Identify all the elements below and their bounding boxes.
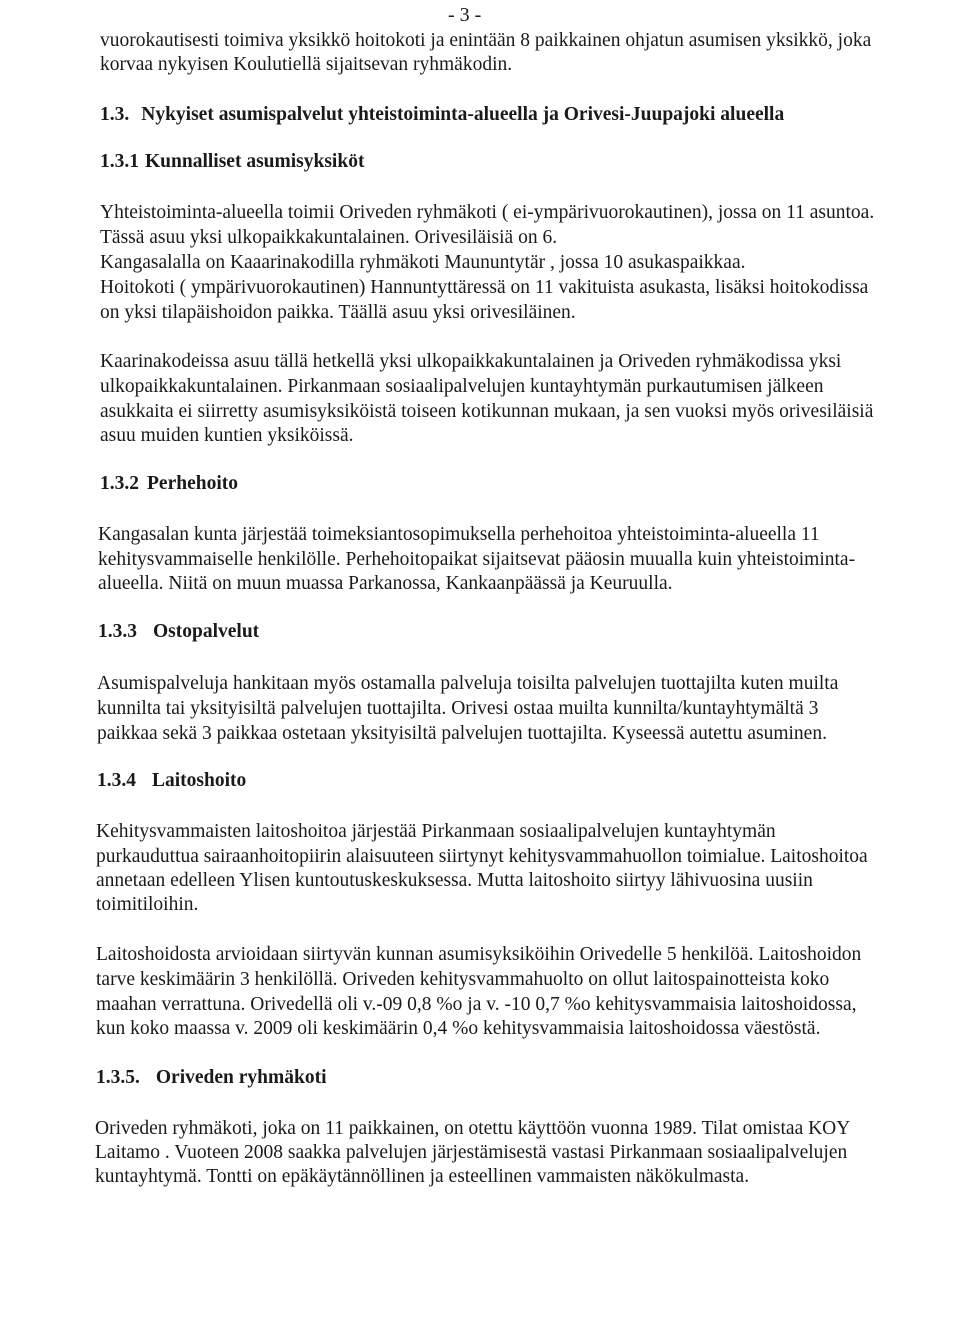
section-title: Ostopalvelut: [153, 621, 260, 642]
section-1-3-3-heading: [98, 620, 259, 644]
paragraph-line: asukkaita ei siirretty asumisyksiköistä toiseen kotikunnan mukaan, ja sen vuoksi myös orivesiläisiä: [100, 401, 874, 422]
paragraph-line: Kangasalalla on Kaaarinakodilla ryhmäkoti Maununtytär , jossa 10 asukaspaikkaa.: [100, 252, 746, 273]
paragraph-line: kunnilta tai yksityisiltä palvelujen tuottajilta. Orivesi ostaa muilta kunnilta/kuntayhtymältä 3: [97, 698, 819, 719]
paragraph-line: toimitiloihin.: [96, 894, 199, 915]
section-title: Laitoshoito: [152, 770, 247, 791]
section-title: Nykyiset asumispalvelut yhteistoiminta-alueella ja Orivesi-Juupajoki alueella: [141, 104, 785, 125]
paragraph-line: alueella. Niitä on muun muassa Parkanossa, Kankaanpäässä ja Keuruulla.: [98, 573, 673, 594]
paragraph-line: maahan verrattuna. Orivedellä oli v.-09 0,8 %o ja v. -10 0,7 %o kehitysvammaisia laitoshoidossa,: [96, 994, 857, 1015]
paragraph-line: Tässä asuu yksi ulkopaikkakuntalainen. Orivesiläisiä on 6.: [100, 227, 558, 248]
section-1-3-2-heading: [100, 472, 238, 496]
section-1-3-4-heading: [97, 769, 246, 793]
section-1-3-heading: [100, 103, 784, 127]
section-number: 1.3.5.: [96, 1067, 140, 1088]
section-title: Perhehoito: [147, 473, 238, 494]
paragraph-line: Kaarinakodeissa asuu tällä hetkellä yksi ulkopaikkakuntalainen ja Oriveden ryhmäkodissa yksi: [100, 351, 842, 372]
paragraph-line: asuu muiden kuntien yksiköissä.: [100, 425, 354, 446]
paragraph-line: paikkaa sekä 3 paikkaa ostetaan yksityisiltä palvelujen tuottajilta. Kyseessä autettu asuminen.: [97, 723, 827, 744]
paragraph-line: Asumispalveluja hankitaan myös ostamalla palveluja toisilta palvelujen tuottajilta kuten muilta: [97, 673, 839, 694]
section-number: 1.3.4: [97, 770, 136, 791]
paragraph-line: Laitamo . Vuoteen 2008 saakka palvelujen järjestämisestä vastasi Pirkanmaan sosiaalipalvelujen: [95, 1142, 848, 1163]
page-number: - 3 -: [448, 4, 482, 26]
paragraph-line: Yhteistoiminta-alueella toimii Oriveden ryhmäkoti ( ei-ympärivuorokautinen), jossa on 11 asuntoa.: [100, 202, 875, 223]
paragraph-line: Kehitysvammaisten laitoshoitoa järjestää Pirkanmaan sosiaalipalvelujen kuntayhtymän: [96, 821, 776, 842]
paragraph-line: ulkopaikkakuntalainen. Pirkanmaan sosiaalipalvelujen kuntayhtymän purkautumisen jälkeen: [100, 376, 824, 397]
paragraph-line: tarve keskimäärin 3 henkilöllä. Oriveden kehitysvammahuolto on ollut laitospainotteista koko: [96, 969, 830, 990]
paragraph-line: kuntayhtymä. Tontti on epäkäytännöllinen ja esteellinen vammaisten näkökulmasta.: [95, 1166, 750, 1187]
intro-line-1: vuorokautisesti toimiva yksikkö hoitokoti ja enintään 8 paikkainen ohjatun asumisen yksikkö, joka: [100, 30, 872, 51]
paragraph-line: Kangasalan kunta järjestää toimeksiantosopimuksella perhehoitoa yhteistoiminta-alueella 11: [98, 524, 820, 545]
paragraph-line: kehitysvammaiselle henkilölle. Perhehoitopaikat sijaitsevat pääosin muualla kuin yhteistoiminta-: [98, 549, 856, 570]
paragraph-line: on yksi tilapäishoidon paikka. Täällä asuu yksi orivesiläinen.: [100, 302, 576, 323]
paragraph-line: Hoitokoti ( ympärivuorokautinen) Hannuntyttäressä on 11 vakituista asukasta, lisäksi hoitokodissa: [100, 277, 869, 298]
section-number: 1.3.2: [100, 473, 139, 494]
paragraph-line: purkauduttua sairaanhoitopiirin alaisuuteen siirtynyt kehitysvammahuollon toimialue. Laitoshoitoa: [96, 846, 868, 867]
section-number: 1.3.1: [100, 151, 139, 172]
paragraph-line: kun koko maassa v. 2009 oli keskimäärin 0,4 %o kehitysvammaisia laitoshoidossa väestöstä.: [96, 1018, 821, 1039]
section-number: 1.3.: [100, 104, 130, 125]
section-1-3-1-heading: [100, 150, 364, 174]
paragraph-line: annetaan edelleen Ylisen kuntoutuskeskuksessa. Mutta laitoshoito siirtyy lähivuosina uusiin: [96, 870, 813, 891]
intro-line-2: korvaa nykyisen Koulutiellä sijaitsevan ryhmäkodin.: [100, 54, 513, 75]
section-title: Oriveden ryhmäkoti: [155, 1067, 327, 1088]
section-number: 1.3.3: [98, 621, 137, 642]
section-title: Kunnalliset asumisyksiköt: [145, 151, 365, 172]
paragraph-line: Laitoshoidosta arvioidaan siirtyvän kunnan asumisyksiköihin Orivedelle 5 henkilöä. Laitoshoidon: [96, 944, 862, 965]
paragraph-line: Oriveden ryhmäkoti, joka on 11 paikkainen, on otettu käyttöön vuonna 1989. Tilat omistaa KOY: [95, 1118, 851, 1139]
section-1-3-5-heading: [96, 1066, 327, 1090]
